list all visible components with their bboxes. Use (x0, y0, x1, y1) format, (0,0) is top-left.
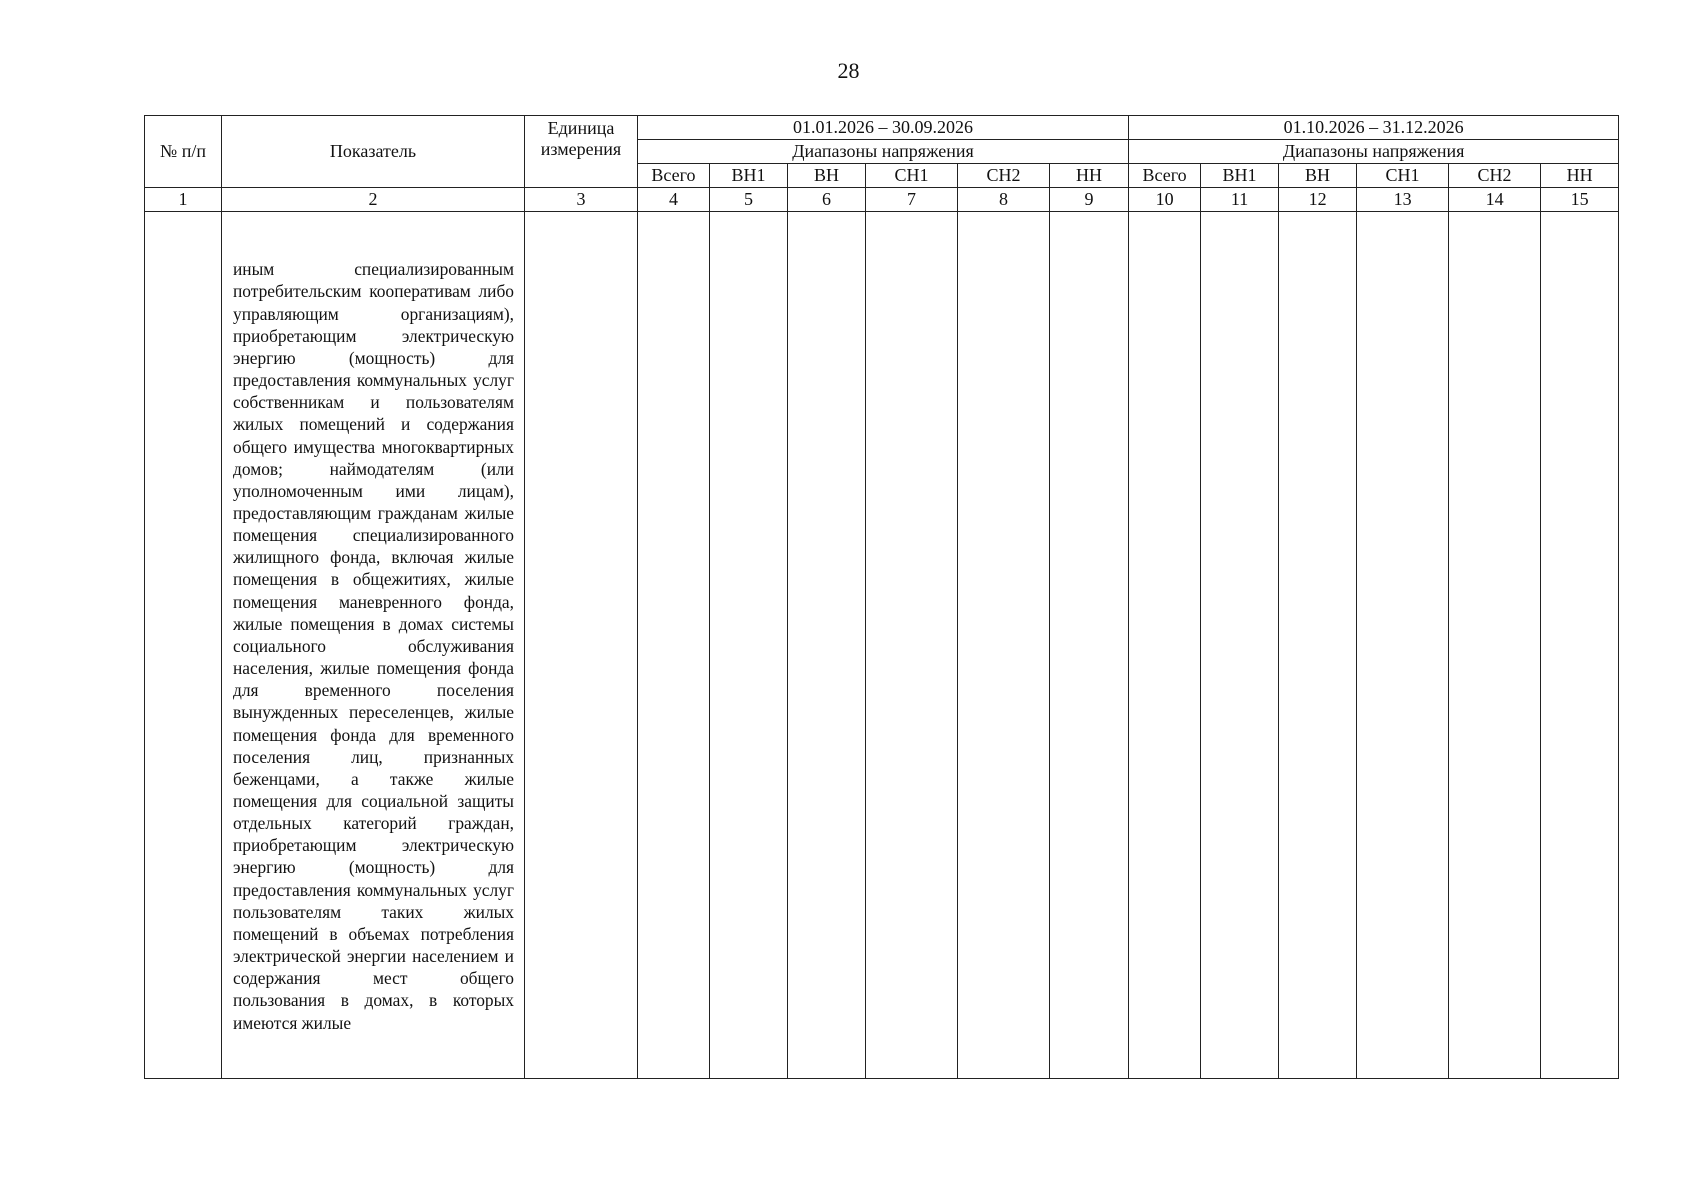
header-col-sn1: СН1 (1357, 164, 1449, 188)
table-row (145, 212, 1619, 1079)
column-number: 11 (1201, 188, 1279, 212)
row-value-cell (1541, 212, 1619, 1079)
header-col-sn1: СН1 (866, 164, 958, 188)
header-no: № п/п (145, 116, 222, 188)
header-col-total: Всего (638, 164, 710, 188)
row-value-cell (1357, 212, 1449, 1079)
column-number: 15 (1541, 188, 1619, 212)
row-indicator-cell (222, 212, 525, 1079)
header-col-total: Всего (1129, 164, 1201, 188)
column-number: 10 (1129, 188, 1201, 212)
column-number: 8 (958, 188, 1050, 212)
header-voltage-ranges-2: Диапазоны напряжения (1129, 140, 1619, 164)
column-numbers-row (145, 188, 1619, 212)
column-number: 1 (145, 188, 222, 212)
row-value-cell (638, 212, 710, 1079)
header-period-1: 01.01.2026 – 30.09.2026 (638, 116, 1129, 140)
row-value-cell (710, 212, 788, 1079)
header-voltage-ranges-1: Диапазоны напряжения (638, 140, 1129, 164)
column-number: 4 (638, 188, 710, 212)
row-value-cell (1050, 212, 1129, 1079)
column-number: 12 (1279, 188, 1357, 212)
header-col-sn2: СН2 (958, 164, 1050, 188)
header-col-sn2: СН2 (1449, 164, 1541, 188)
row-value-cell (1449, 212, 1541, 1079)
header-period-2: 01.10.2026 – 31.12.2026 (1129, 116, 1619, 140)
header-col-nn: НН (1050, 164, 1129, 188)
tariff-table (144, 115, 1619, 1079)
header-unit: Единица измерения (525, 116, 638, 188)
column-number: 5 (710, 188, 788, 212)
row-value-cell (866, 212, 958, 1079)
column-number: 13 (1357, 188, 1449, 212)
header-col-vn1: ВН1 (1201, 164, 1279, 188)
row-indicator-text: иным специализированным потребительским кооперативам либо управляющим организациям), приобретающим электрическую энергию (мощность) для предоставления коммунальных услуг собственникам и пользователям жилых помещений и содержания общего имущества многоквартирных домов; наймодателям (или уполномоченным ими лицам), предоставляющим гражданам жилые помещения специализированного жилищного фонда, включая жилые помещения в общежитиях, жилые помещения маневренного фонда, жилые помещения в домах системы социального обслуживания населения, жилые помещения фонда для временного поселения вынужденных переселенцев, жилые помещения фонда для временного поселения лиц, признанных беженцами, а также жилые помещения для социальной защиты отдельных категорий граждан, приобретающим электрическую энергию (мощность) для предоставления коммунальных услуг пользователям таких жилых помещений в объемах потребления электрической энергии населением и содержания мест общего пользования в домах, в которых имеются жилые (233, 259, 514, 1033)
header-indicator: Показатель (222, 116, 525, 188)
header-col-vn: ВН (788, 164, 866, 188)
column-number: 7 (866, 188, 958, 212)
column-number: 9 (1050, 188, 1129, 212)
row-no-cell (145, 212, 222, 1079)
row-unit-cell (525, 212, 638, 1079)
column-number: 2 (222, 188, 525, 212)
row-value-cell (958, 212, 1050, 1079)
row-value-cell (788, 212, 866, 1079)
header-col-vn1: ВН1 (710, 164, 788, 188)
column-number: 6 (788, 188, 866, 212)
row-value-cell (1201, 212, 1279, 1079)
column-number: 14 (1449, 188, 1541, 212)
row-value-cell (1279, 212, 1357, 1079)
column-number: 3 (525, 188, 638, 212)
row-value-cell (1129, 212, 1201, 1079)
header-col-vn: ВН (1279, 164, 1357, 188)
header-col-nn: НН (1541, 164, 1619, 188)
page-number: 28 (837, 58, 860, 83)
